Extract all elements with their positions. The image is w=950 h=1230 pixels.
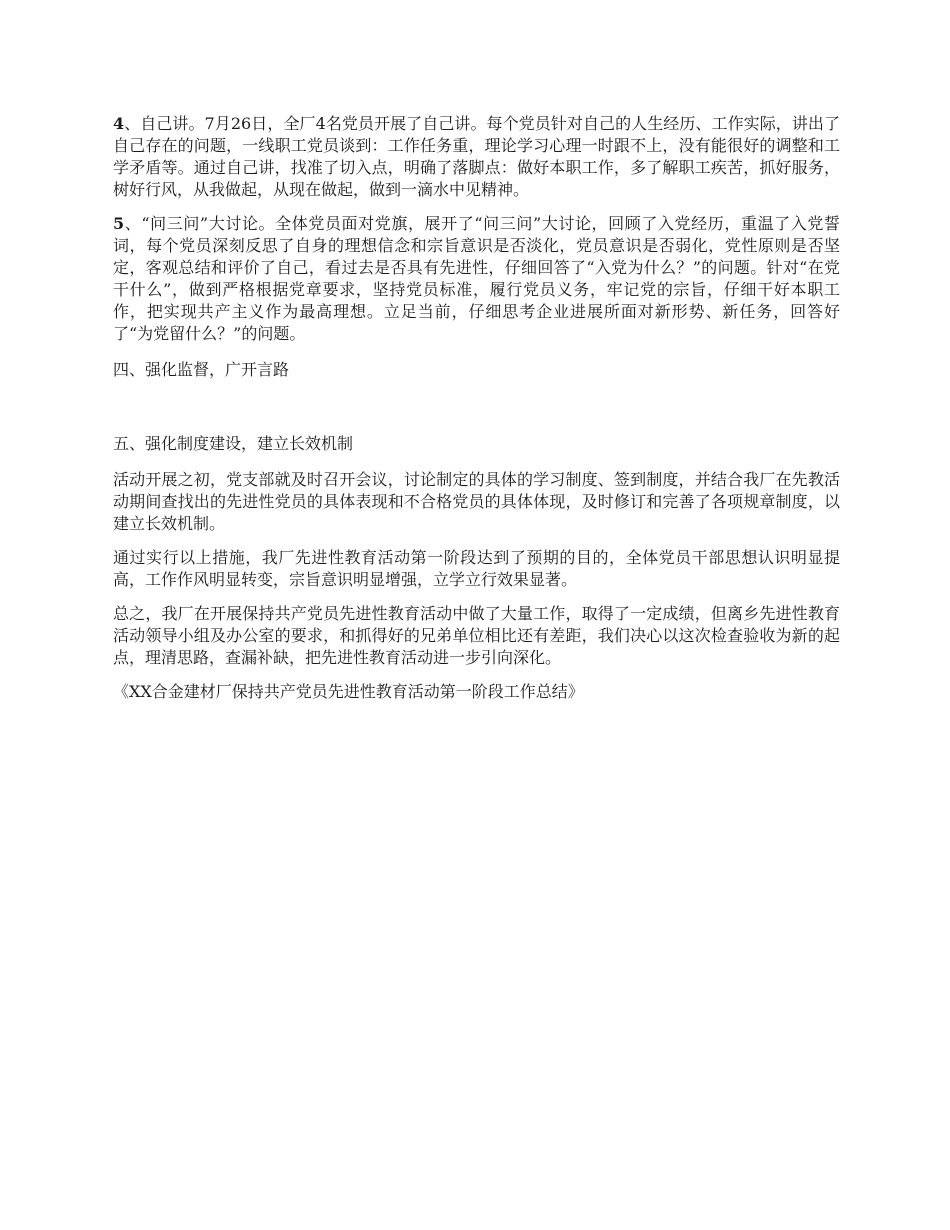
paragraph-system-building: 活动开展之初，党支部就及时召开会议，讨论制定的具体的学习制度、签到制度，并结合我厂在先教活动期间查找出的先进性党员的具体表现和不合格党员的具体体现，及时修订和完善了各项规章制度，以建立长效机制。 xyxy=(113,470,840,533)
section-heading-5: 五、强化制度建设，建立长效机制 xyxy=(113,434,354,453)
item-number: 5 xyxy=(113,214,125,233)
item-text: 、“问三问”大讨论。全体党员面对党旗，展开了“问三问”大讨论，回顾了入党经历，重温了入党誓词，每个党员深刻反思了自身的理想信念和宗旨意识是否淡化，党员意识是否弱化，党性原则是否坚定，客观总结和评价了自己，看过去是否具有先进性，仔细回答了“入党为什么？”的问题。针对“在党干什么”，做到严格根据党章要求，坚持党员标准，履行党员义务，牢记党的宗旨，仔细干好本职工作，把实现共产主义作为最高理想。立足当前，仔细思考企业进展所面对新形势、新任务，回答好了“为党留什么？”的问题。 xyxy=(113,214,840,343)
paragraph-summary: 总之，我厂在开展保持共产党员先进性教育活动中做了大量工作，取得了一定成绩，但离乡先进性教育活动领导小组及办公室的要求，和抓得好的兄弟单位相比还有差距，我们决心以这次检查验收为新的起点，理清思路，查漏补缺，把先进性教育活动进一步引向深化。 xyxy=(113,604,840,667)
item-text: 、自己讲。7月26日，全厂4名党员开展了自己讲。每个党员针对自己的人生经历、工作实际，讲出了自己存在的问题，一线职工党员谈到：工作任务重，理论学习心理一时跟不上，没有能很好的调整和工学矛盾等。通过自己讲，找准了切入点，明确了落脚点：做好本职工作，多了解职工疾苦，抓好服务，树好行风，从我做起，从现在做起，做到一滴水中见精神。 xyxy=(113,114,840,199)
paragraph-results: 通过实行以上措施，我厂先进性教育活动第一阶段达到了预期的目的，全体党员干部思想认识明显提高，工作作风明显转变，宗旨意识明显增强，立学立行效果显著。 xyxy=(113,548,840,589)
document-title-reference: 《XX合金建材厂保持共产党员先进性教育活动第一阶段工作总结》 xyxy=(113,682,584,701)
item-number: 4 xyxy=(113,114,125,133)
document-body xyxy=(113,113,840,703)
section-heading-4: 四、强化监督，广开言路 xyxy=(113,360,290,379)
paragraph-item-4 xyxy=(113,113,840,201)
paragraph-item-5 xyxy=(113,213,840,345)
